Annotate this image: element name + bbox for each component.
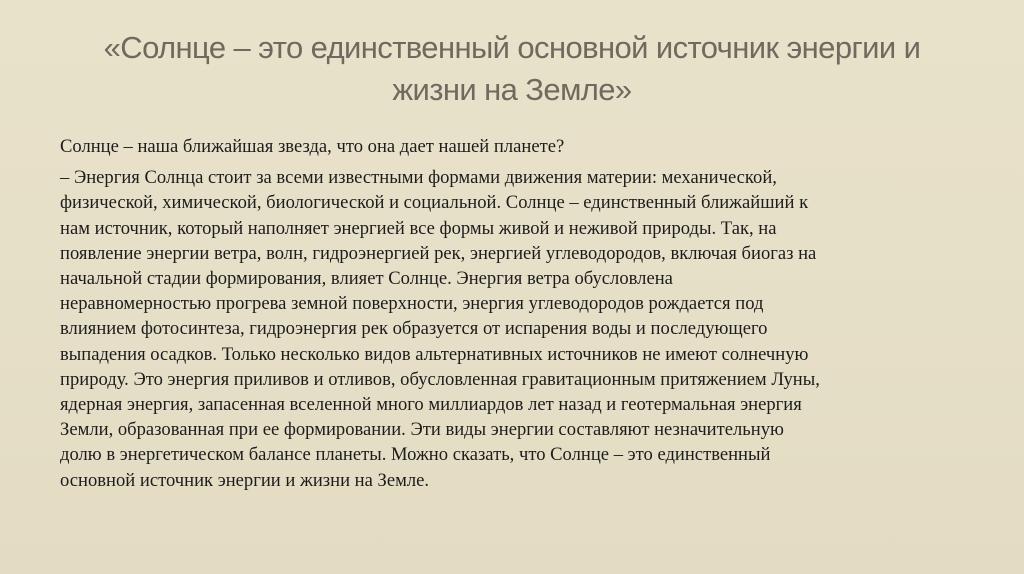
answer-line: физической, химической, биологической и социальной. Солнце – единственный ближайший к xyxy=(60,192,809,214)
answer-line: нам источник, который наполняет энергией все формы живой и неживой природы. Так, на xyxy=(60,217,777,239)
answer-line: начальной стадии формирования, влияет Солнце. Энергия ветра обусловлена xyxy=(60,268,673,290)
answer-line: влиянием фотосинтеза, гидроэнергия рек образуется от испарения воды и последующего xyxy=(60,318,768,340)
slide-title-line: «Солнце – это единственный основной источник энергии и xyxy=(103,30,921,65)
answer-line: Земли, образованная при ее формировании. Эти виды энергии составляют незначительную xyxy=(60,419,784,441)
slide-body xyxy=(60,134,980,493)
slide-title xyxy=(40,27,984,111)
answer-line: появление энергии ветра, волн, гидроэнергией рек, энергией углеводородов, включая биогаз на xyxy=(60,242,817,264)
answer-line: неравномерностью прогрева земной поверхности, энергия углеводородов рождается под xyxy=(60,293,764,315)
question-paragraph: Солнце – наша ближайшая звезда, что она дает нашей планете? xyxy=(60,136,565,157)
slide-title-line: жизни на Земле» xyxy=(392,72,632,107)
answer-line: выпадения осадков. Только несколько видов альтернативных источников не имеют солнечную xyxy=(60,343,809,365)
answer-line: ядерная энергия, запасенная вселенной много миллиардов лет назад и геотермальная энергия xyxy=(60,394,802,416)
answer-paragraph xyxy=(60,165,980,493)
answer-line: – Энергия Солнца стоит за всеми известными формами движения материи: механической, xyxy=(60,167,777,189)
answer-line: природу. Это энергия приливов и отливов, обусловленная гравитационным притяжением Луны, xyxy=(60,368,820,390)
answer-line: долю в энергетическом балансе планеты. Можно сказать, что Солнце – это единственный xyxy=(60,444,771,466)
answer-line: основной источник энергии и жизни на Земле. xyxy=(60,469,430,491)
